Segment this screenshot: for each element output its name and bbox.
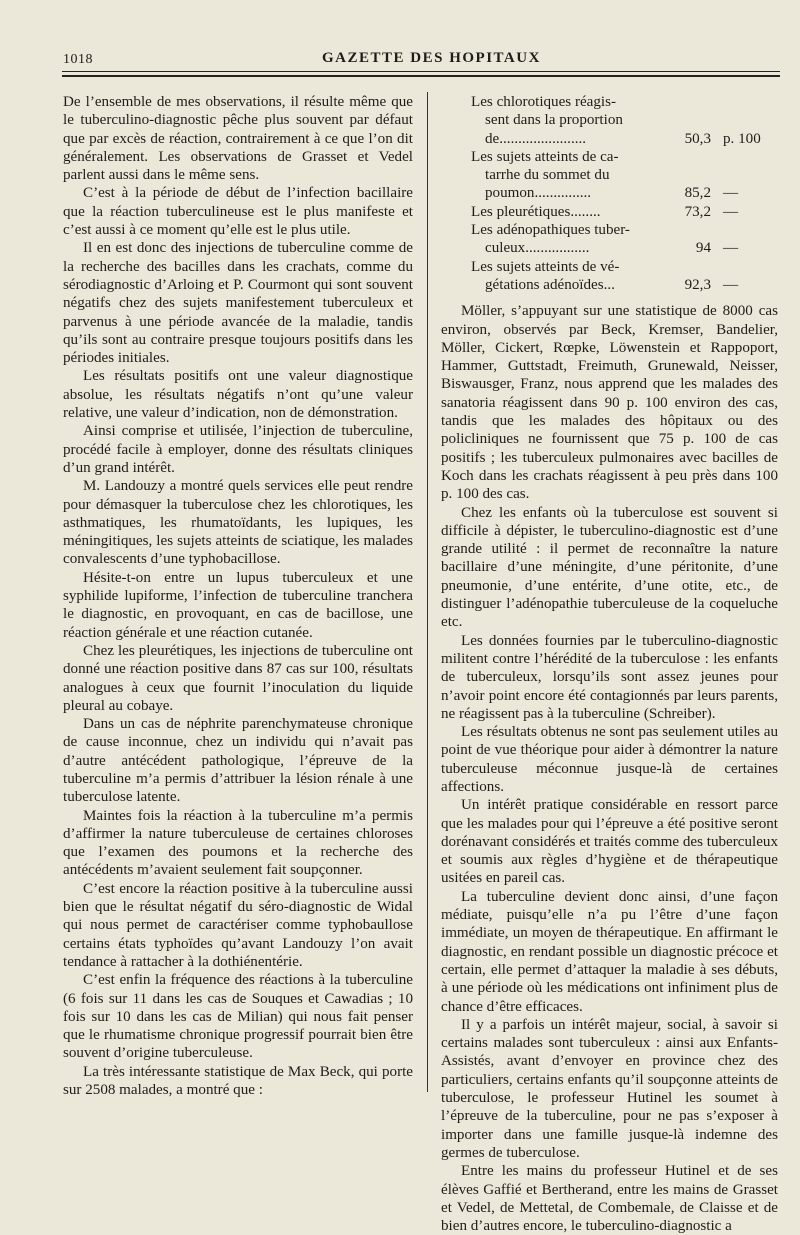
stat-unit: — [723, 240, 739, 257]
paragraph: De l’ensemble de mes observations, il résulte même que le tuberculino-diagnostic pêche plus souvent par défaut que par excès de réaction, contrairement à ce que l’on dit généralement. Les observations de Grasset et Vedel parlent aussi dans le même sens. [63, 94, 413, 184]
stat-label-line: sent dans la proportion [485, 112, 623, 129]
stat-unit: p. 100 [723, 130, 761, 147]
paragraph: Möller, s’appuyant sur une statistique de 8000 cas environ, observés par Beck, Kremser, Bandelier, Möller, Cickert, Rœpke, Löwenstein et Rappoport, Hammer, Guttstadt, Freimuth, Grunewald, Neisser, Biswausger, Franz, nous apprend que les malades des sanatoria réagissent dans 90 p. 100 environ des cas, tandis que les malades des hôpitaux ou des policliniques ne fournissent que 75 p. 100 de cas positifs ; les tuberculeux pulmonaires avec bacilles de Koch dans les crachats réagissent à peu près dans 100 p. 100 des cas. [441, 303, 778, 503]
stat-label [471, 148, 651, 203]
stat-value: 92,3 [684, 276, 711, 293]
stat-label-line: Les pleurétiques........ [471, 203, 601, 220]
column-divider [427, 92, 428, 1092]
paragraph: C’est enfin la fréquence des réactions à la tuberculine (6 fois sur 11 dans les cas de Souques et Cawadias ; 10 fois sur 10 dans les cas de Milian) qui nous fait penser que le rhumatisme chronique progressif pourrait bien être souvent d’origine tuberculeuse. [63, 972, 413, 1062]
stat-value: 85,2 [684, 185, 711, 202]
paragraph: Il en est donc des injections de tuberculine comme de la recherche des bacilles dans les crachats, comme du sérodiagnostic d’Arloing et P. Courmont qui sont souvent négatifs chez des sujets manifestement tuberculeux et parvenus à une période avancée de la maladie, tandis qu’ils sont au contraire presque toujours positifs dans les périodes initiales. [63, 240, 413, 367]
stat-value: 73,2 [684, 203, 711, 220]
stat-unit: — [723, 203, 739, 220]
paragraph: Les résultats positifs ont une valeur diagnostique absolue, les résultats négatifs n’ont qu’une valeur relative, une valeur d’indication, non de démonstration. [63, 368, 413, 422]
stat-row [471, 221, 776, 258]
paragraph: C’est à la période de début de l’infection bacillaire que la réaction tuberculineuse est le plus manifeste et c’est aussi à ce moment qu’elle est le plus utile. [63, 185, 413, 239]
paragraph: Hésite-t-on entre un lupus tuberculeux et une syphilide lupiforme, l’infection de tuberculine tranchera le diagnostic, en provoquant, en cas de bacillose, une réaction générale et une réaction cutanée. [63, 569, 413, 641]
stat-unit: — [723, 185, 739, 202]
stat-label-line: culeux................. [485, 240, 590, 257]
paragraph: Dans un cas de néphrite parenchymateuse chronique de cause inconnue, chez un individu qui n’avait pas d’autre antécédent pathologique, l’épreuve de la tuberculine m’a permis d’attribuer la lésion rénale à une tuberculose latente. [63, 716, 413, 806]
stat-row [471, 148, 776, 203]
header-rule-thin [62, 71, 780, 72]
running-title: GAZETTE DES HOPITAUX [322, 50, 541, 66]
stat-row [471, 93, 776, 148]
right-column [441, 93, 778, 1235]
stat-label-line: tarrhe du sommet du [485, 167, 610, 184]
paragraph: Maintes fois la réaction à la tuberculine m’a permis d’affirmer la nature tuberculeuse de certaines chloroses que l’examen des poumons et la recherche des antécédents m’avaient seulement fait soupçonner. [63, 807, 413, 879]
paragraph: Entre les mains du professeur Hutinel et de ses élèves Gaffié et Bertherand, entre les mains de Grasset et Vedel, de Mettetal, de Combemale, de Claisse et de bien d’autres encore, le tuberculino-diagnostic a [441, 1163, 778, 1235]
paragraph: C’est encore la réaction positive à la tuberculine aussi bien que le résultat négatif du séro-diagnostic de Widal qui nous permet de caractériser comme typhobaullose certains états typhoïdes qu’avant Landouzy l’on avait tendance à rattacher à la dothiénentérie. [63, 880, 413, 970]
left-column [63, 93, 413, 1099]
stat-label [471, 258, 651, 295]
stat-label-line: Les adénopathiques tuber- [471, 222, 630, 239]
stat-value: 50,3 [684, 130, 711, 147]
header-rule-thick [62, 75, 780, 77]
stat-row [471, 203, 776, 221]
stat-row [471, 258, 776, 295]
paragraph: Les résultats obtenus ne sont pas seulement utiles au point de vue théorique pour aider à démontrer la nature tuberculeuse méconnue jusque-là de certaines affections. [441, 724, 778, 795]
stat-unit: — [723, 276, 739, 293]
paragraph: Chez les pleurétiques, les injections de tuberculine ont donné une réaction positive dans 87 cas sur 100, résultats analogues à ceux que fournit l’inoculation du liquide pleural au cobaye. [63, 642, 413, 714]
paragraph: La tuberculine devient donc ainsi, d’une façon médiate, puisqu’elle n’a pu l’être d’une façon immédiate, un moyen de thérapeutique. En affirmant le diagnostic, en rendant possible un diagnostic précoce et certain, elle permet d’attaquer la maladie à ses débuts, à une période où les médications ont infiniment plus de chance d’être efficaces. [441, 888, 778, 1015]
paragraph: La très intéressante statistique de Max Beck, qui porte sur 2508 malades, a montré que : [63, 1063, 413, 1099]
paragraph: Les données fournies par le tuberculino-diagnostic militent contre l’hérédité de la tuberculose : les enfants de tuberculeux, lorsqu’ils sont assez jeunes pour n’avoir point encore été contagionnés par leurs parents, ne réagissent pas à la tuberculine (Schreiber). [441, 632, 778, 722]
stat-label-line: poumon............... [485, 185, 592, 202]
paragraph: Chez les enfants où la tuberculose est souvent si difficile à dépister, le tuberculino-diagnostic est d’une grande utilité : il permet de reconnaître la nature bacillaire d’une méningite, d’une péritonite, d’une pneumonie, d’une entérite, d’une otite, etc., de distinguer l’adénopathie tuberculeuse de la coqueluche etc. [441, 504, 778, 631]
paragraph: Il y a parfois un intérêt majeur, social, à savoir si certains malades sont tuberculeux : ainsi aux Enfants-Assistés, avant d’envoyer en province chez des particuliers, certains enfants qu’il soupçonne atteints de tuberculose, le professeur Hutinel les soumet à l’épreuve de la tuberculine, pour ne pas s’exposer à importer dans une famille jusque-là indemne des germes de tuberculose. [441, 1016, 778, 1161]
stat-label-line: Les chlorotiques réagis- [471, 94, 617, 110]
page-number: 1018 [63, 52, 93, 67]
stat-label [471, 221, 651, 258]
statistics-table [471, 93, 776, 294]
paragraph: Ainsi comprise et utilisée, l’injection de tuberculine, procédé facile à employer, donne des résultats cliniques d’un grand intérêt. [63, 423, 413, 476]
paragraph: Un intérêt pratique considérable en ressort parce que les malades pour qui l’épreuve a été positive seront dorénavant considérés et traités comme des tuberculeux et soumis aux règles d’hygiène et de thérapeutique usitées en pareil cas. [441, 797, 778, 887]
stat-label-line: Les sujets atteints de ca- [471, 148, 619, 165]
stat-label-line: de....................... [485, 130, 587, 147]
stat-label [471, 93, 651, 148]
stat-label-line: Les sujets atteints de vé- [471, 258, 620, 275]
stat-label-line: gétations adénoïdes... [485, 276, 615, 293]
stat-label [471, 203, 651, 221]
stat-value: 94 [695, 240, 711, 257]
paragraph: M. Landouzy a montré quels services elle peut rendre pour démasquer la tuberculose chez les chlorotiques, les asthmatiques, les rhumatoïdants, les lupiques, les méningitiques, les sujets atteints de sciatique, les malades convalescents d’une typhobacillose. [63, 478, 413, 568]
